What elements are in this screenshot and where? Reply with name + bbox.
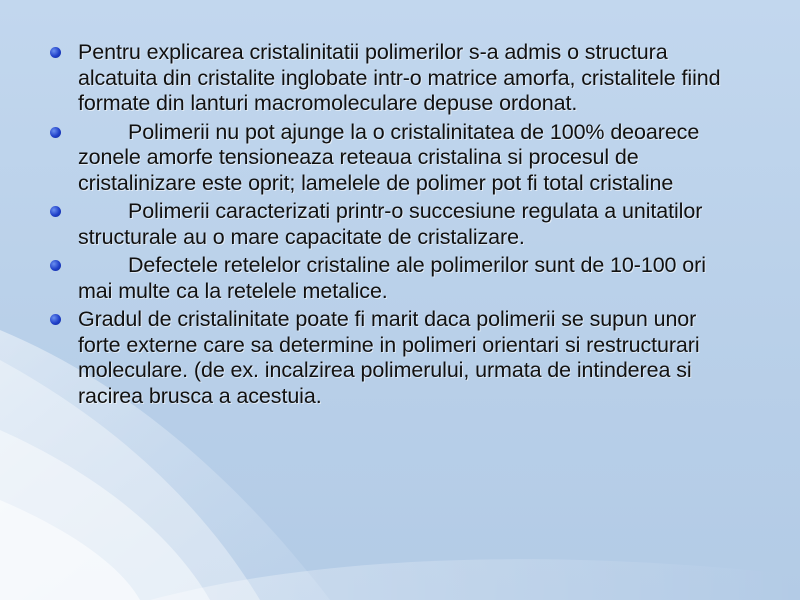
bullet-list bbox=[44, 40, 744, 409]
bullet-text: Polimerii caracterizati printr-o succesiune regulata a unitatilor structurale au o mare capacitate de cristalizare. bbox=[78, 199, 703, 249]
bullet-dot-icon bbox=[50, 127, 61, 138]
bullet-item bbox=[44, 199, 744, 250]
bullet-text: Gradul de cristalinitate poate fi marit daca polimerii se supun unor forte externe care sa determine in polimeri orientari si restructurari moleculare. (de ex. incalzirea polimerului, urmata de intinderea si racirea brusca a acestuia. bbox=[78, 307, 700, 408]
bullet-dot-icon bbox=[50, 260, 61, 271]
bullet-item bbox=[44, 120, 744, 197]
bullet-dot-icon bbox=[50, 314, 61, 325]
bullet-text: Defectele retelelor cristaline ale polimerilor sunt de 10-100 ori mai multe ca la retelele metalice. bbox=[78, 253, 706, 303]
bullet-dot-icon bbox=[50, 206, 61, 217]
slide-content bbox=[44, 40, 744, 412]
bullet-item bbox=[44, 253, 744, 304]
bullet-item bbox=[44, 40, 744, 117]
bullet-dot-icon bbox=[50, 47, 61, 58]
bullet-text: Pentru explicarea cristalinitatii polimerilor s-a admis o structura alcatuita din cristalite inglobate intr-o matrice amorfa, cristalitele fiind formate din lanturi macromoleculare depuse ordonat. bbox=[78, 40, 721, 115]
bullet-text: Polimerii nu pot ajunge la o cristalinitatea de 100% deoarece zonele amorfe tensioneaza reteaua cristalina si procesul de cristalinizare este oprit; lamelele de polimer pot fi total cristaline bbox=[78, 119, 700, 195]
bullet-item bbox=[44, 307, 744, 409]
